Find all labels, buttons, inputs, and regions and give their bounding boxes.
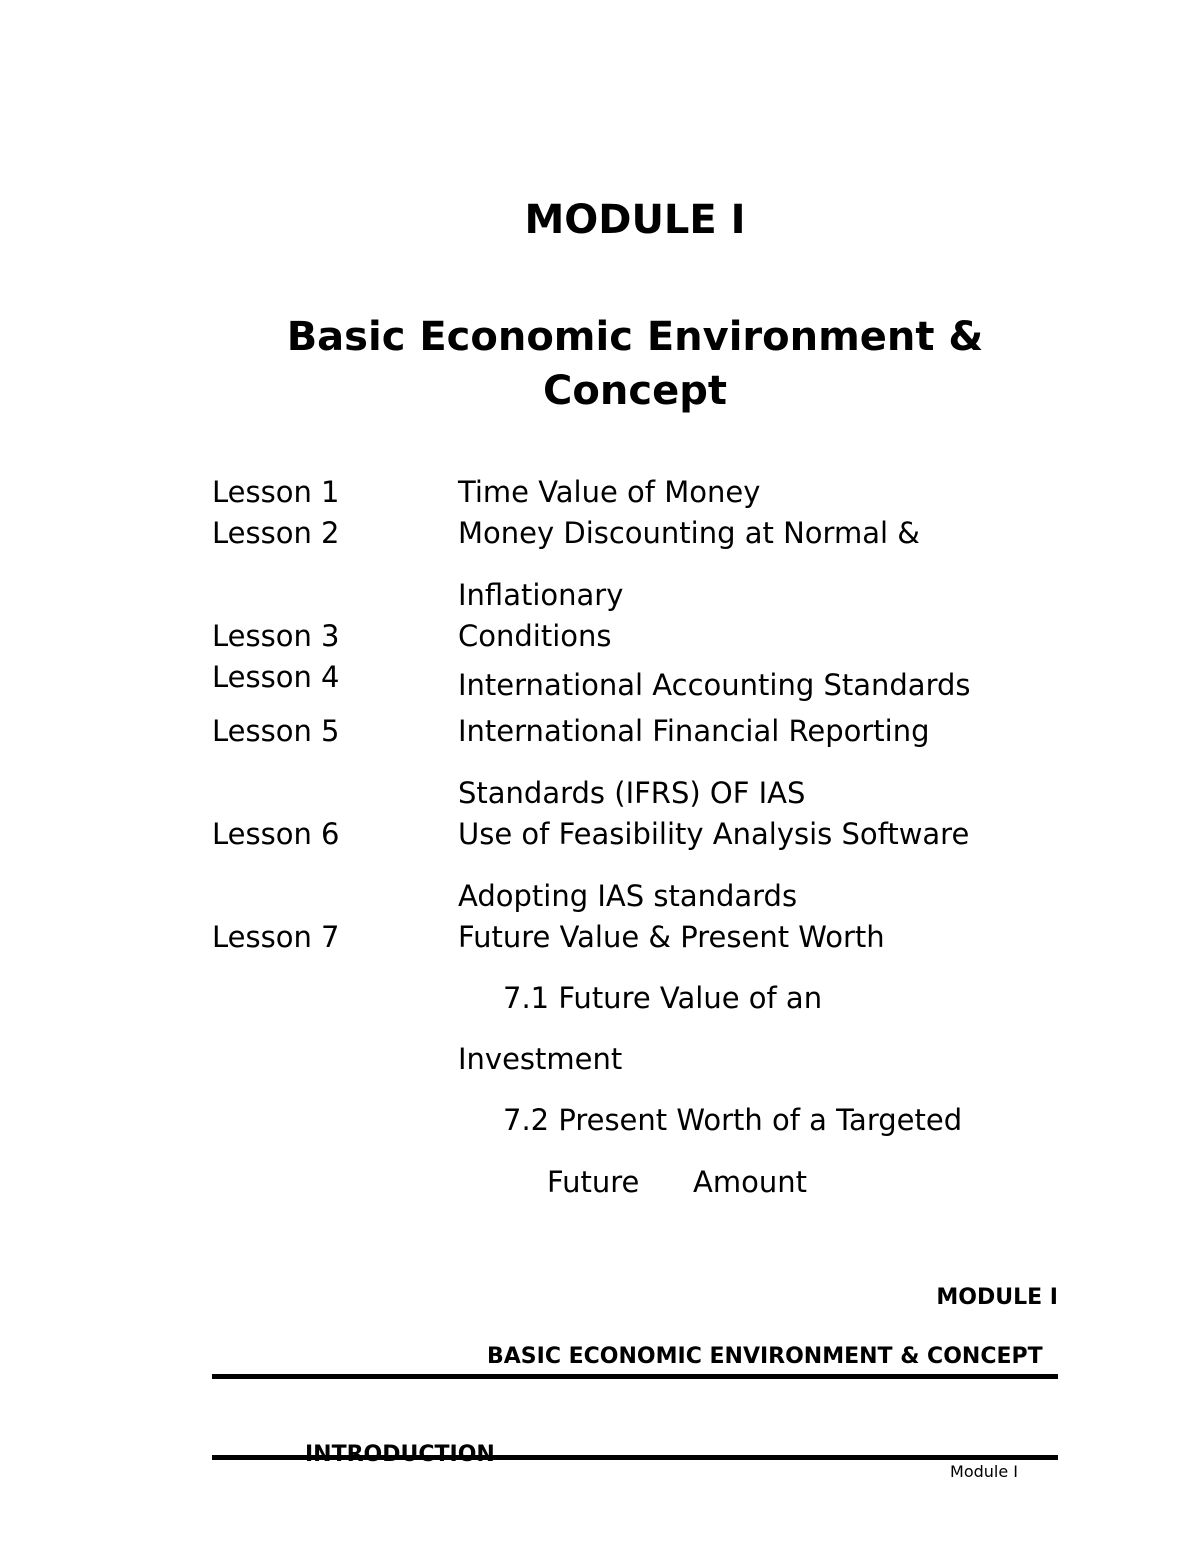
page-footer: Module I: [950, 1462, 1018, 1481]
section-rule: [212, 1374, 1058, 1379]
introduction-rule: [212, 1455, 1058, 1460]
lesson-title-continued: Adopting IAS standards: [458, 879, 798, 913]
lesson-label: Lesson 5: [212, 714, 340, 748]
lesson-title: Future Value & Present Worth: [458, 920, 885, 954]
subtopic-7-2: 7.2 Present Worth of a Targeted: [503, 1103, 963, 1137]
lesson-label: Lesson 6: [212, 817, 340, 851]
subtopic-7-2-continued: Future: [547, 1165, 640, 1199]
lesson-label: Lesson 3: [212, 619, 340, 653]
lesson-label: Lesson 7: [212, 920, 340, 954]
lesson-title: International Accounting Standards: [458, 668, 971, 702]
lesson-title-continued: Standards (IFRS) OF IAS: [458, 776, 806, 810]
lesson-label: Lesson 2: [212, 516, 340, 550]
lesson-label: Lesson 4: [212, 660, 340, 694]
section-title: BASIC ECONOMIC ENVIRONMENT & CONCEPT: [487, 1344, 1043, 1369]
lesson-title-continued: Inflationary: [458, 578, 624, 612]
lesson-label: Lesson 1: [212, 475, 340, 509]
lesson-title: Conditions: [458, 619, 612, 653]
subtopic-7-1: 7.1 Future Value of an: [503, 981, 823, 1015]
lesson-title: Money Discounting at Normal &: [458, 516, 920, 550]
module-title: MODULE I: [524, 197, 746, 243]
lesson-title: Time Value of Money: [458, 475, 761, 509]
section-module-label: MODULE I: [936, 1285, 1058, 1310]
module-subtitle-line1: Basic Economic Environment &: [286, 314, 984, 360]
lesson-title: International Financial Reporting: [458, 714, 930, 748]
lesson-title: Use of Feasibility Analysis Software: [458, 817, 970, 851]
subtopic-7-1-continued: Investment: [458, 1042, 623, 1076]
module-subtitle-line2: Concept: [543, 368, 727, 414]
subtopic-7-2-continued: Amount: [693, 1165, 807, 1199]
